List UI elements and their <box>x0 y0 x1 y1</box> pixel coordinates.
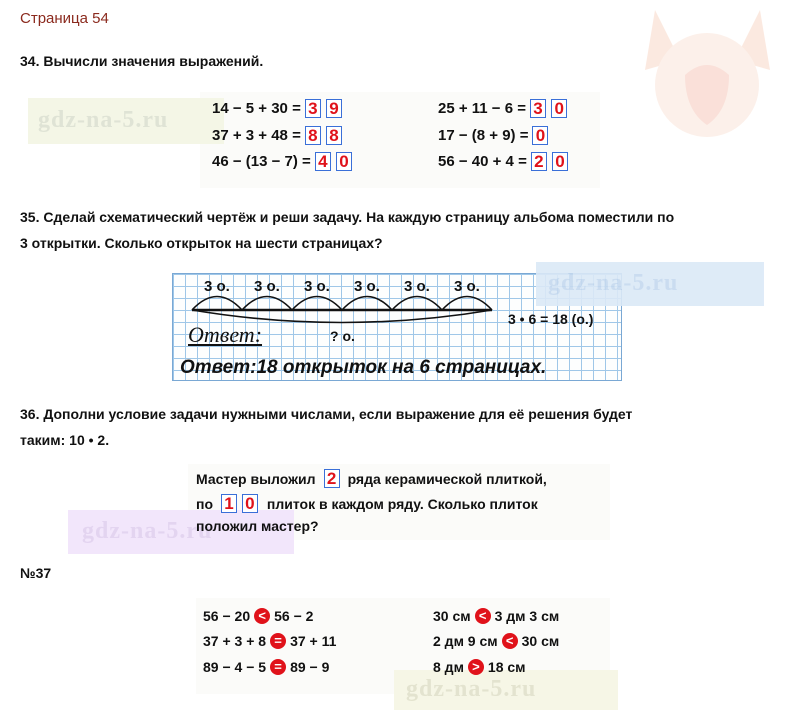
expression: 56 − 40 + 4 = <box>438 153 527 170</box>
answer-digit: 3 <box>305 99 321 118</box>
task37-left-row-3 <box>203 659 329 675</box>
answer-box <box>315 152 353 171</box>
arc-2 <box>242 297 292 311</box>
answer-digit: 8 <box>305 126 321 145</box>
answer-digit: 3 <box>530 99 546 118</box>
task36-line-3 <box>196 518 319 534</box>
arc-3 <box>292 297 342 311</box>
task35-title-line2: 3 открытки. Сколько открыток на шести страницах? <box>20 235 383 251</box>
task36-title-line2: таким: 10 • 2. <box>20 432 110 448</box>
right-expression: 89 − 9 <box>290 659 330 675</box>
task34-right-row-1 <box>438 99 568 118</box>
answer-box <box>532 126 549 145</box>
arc-label: 3 о. <box>204 278 230 295</box>
left-expression: 89 − 4 − 5 <box>203 659 267 675</box>
comparison-sign: < <box>475 608 491 624</box>
right-expression: 3 дм 3 см <box>494 608 560 624</box>
arc-label: 3 о. <box>254 278 280 295</box>
total-brace <box>192 310 492 323</box>
text: положил мастер? <box>196 518 319 534</box>
arc-4 <box>342 297 392 311</box>
solution: 3 • 6 = 18 (о.) <box>508 311 594 327</box>
arc-label: 3 о. <box>454 278 480 295</box>
mascot-watermark <box>625 0 790 140</box>
expression: 37 + 3 + 48 = <box>212 127 301 144</box>
left-expression: 8 дм <box>433 659 464 675</box>
expression: 14 − 5 + 30 = <box>212 100 301 117</box>
watermark-4: gdz-na-5.ru <box>394 670 618 710</box>
arc-label: 3 о. <box>304 278 330 295</box>
task34-left-row-1 <box>212 99 343 118</box>
task35-title-line1: 35. Сделай схематический чертёж и реши задачу. На каждую страницу альбома поместили по <box>20 209 675 225</box>
task37-right-row-3 <box>433 659 526 675</box>
total-label: ? о. <box>330 328 355 344</box>
fox-icon <box>625 0 790 140</box>
answer-digit: 0 <box>532 126 548 145</box>
answer-digit: 0 <box>336 152 352 171</box>
answer-box <box>531 152 569 171</box>
answer-digit: 1 <box>221 494 237 513</box>
left-expression: 2 дм 9 см <box>433 633 498 649</box>
task36-line-1 <box>196 469 547 488</box>
text: плиток в каждом ряду. Сколько плиток <box>266 495 538 512</box>
comparison-sign: < <box>254 608 270 624</box>
left-expression: 37 + 3 + 8 <box>203 633 267 649</box>
right-expression: 56 − 2 <box>274 608 314 624</box>
expression: 46 − (13 − 7) = <box>212 153 311 170</box>
arc-5 <box>392 297 442 311</box>
task36-line-2 <box>196 494 538 513</box>
arc-label: 3 о. <box>404 278 430 295</box>
arc-6 <box>442 297 492 311</box>
comparison-sign: < <box>502 633 518 649</box>
expression: 25 + 11 − 6 = <box>438 100 527 117</box>
answer-digit: 8 <box>326 126 342 145</box>
answer-digit: 0 <box>552 152 568 171</box>
task37-title: №37 <box>20 565 52 581</box>
comparison-sign: = <box>270 633 286 649</box>
comparison-sign: = <box>270 659 286 675</box>
task37-left-row-2 <box>203 633 336 649</box>
task34-right-row-3 <box>438 152 569 171</box>
watermark-2: gdz-na-5.ru <box>536 262 764 306</box>
task37-left-row-1 <box>203 608 313 624</box>
comparison-sign: > <box>468 659 484 675</box>
text: по <box>196 495 214 512</box>
task37-right-row-2 <box>433 633 559 649</box>
handwritten-answer-label: Ответ: <box>188 322 263 347</box>
task34-title: 34. Вычисли значения выражений. <box>20 53 264 69</box>
right-expression: 37 + 11 <box>290 633 337 649</box>
left-expression: 30 см <box>433 608 471 624</box>
task34-right-row-2 <box>438 126 549 145</box>
task36-title-line1: 36. Дополни условие задачи нужными числами, если выражение для её решения будет <box>20 406 633 422</box>
filled-number: 2 <box>324 469 340 488</box>
answer-digit: 0 <box>242 494 258 513</box>
arc-1 <box>192 297 242 311</box>
expression: 17 − (8 + 9) = <box>438 127 529 144</box>
text: Мастер выложил <box>196 470 316 487</box>
watermark-3: gdz-na-5.ru <box>68 510 294 554</box>
page-label: Страница 54 <box>20 10 109 27</box>
task34-left-row-2 <box>212 126 343 145</box>
watermark-1: gdz-na-5.ru <box>28 98 224 144</box>
answer-digit: 4 <box>315 152 331 171</box>
right-expression: 18 см <box>487 659 526 675</box>
answer-box <box>305 126 343 145</box>
task37-right-row-1 <box>433 608 559 624</box>
left-expression: 56 − 20 <box>203 608 251 624</box>
text: ряда керамической плиткой, <box>347 470 547 487</box>
answer-box <box>530 99 568 118</box>
answer-box <box>305 99 343 118</box>
answer-digit: 2 <box>531 152 547 171</box>
task34-left-row-3 <box>212 152 353 171</box>
answer-digit: 9 <box>326 99 342 118</box>
answer-digit: 0 <box>551 99 567 118</box>
filled-number <box>221 494 259 513</box>
right-expression: 30 см <box>521 633 560 649</box>
arc-label: 3 о. <box>354 278 380 295</box>
task35-answer: Ответ:18 открыток на 6 страницах. <box>180 357 547 378</box>
